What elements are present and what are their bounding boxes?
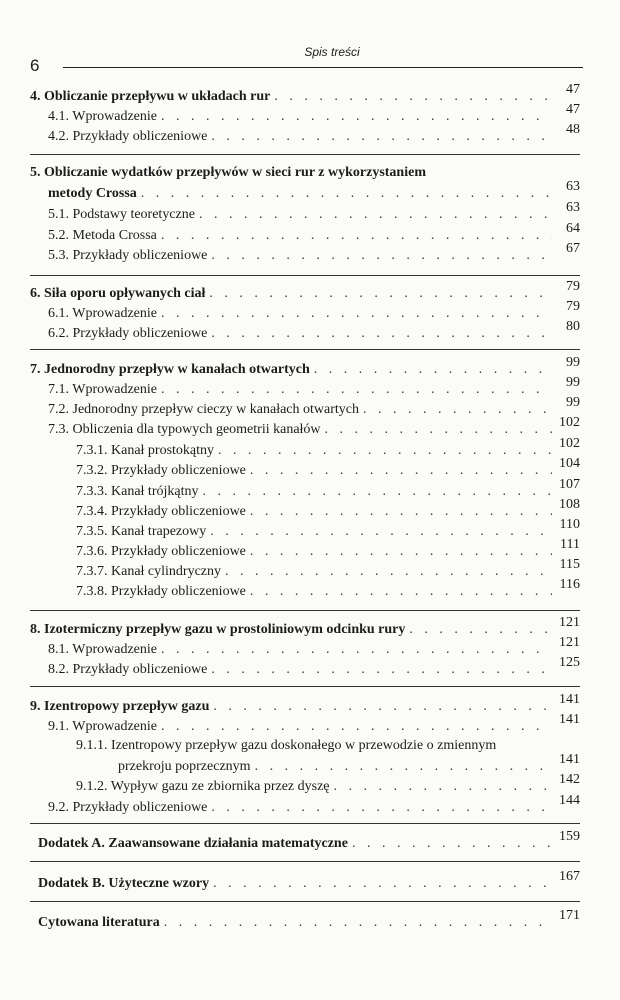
toc-entry-label: 5.1. Podstawy teoretyczne (48, 207, 195, 222)
toc-entry-9-1-1 (118, 752, 580, 776)
toc-entry-page: 110 (559, 517, 580, 532)
toc-entry-label: 7. Jednorodny przepływ w kanałach otwartych (30, 362, 310, 377)
toc-entry-label: 7.3.6. Przykłady obliczeniowe (76, 544, 246, 559)
dot-leader (209, 285, 552, 303)
section-divider (30, 901, 580, 902)
dot-leader (255, 758, 552, 776)
dot-leader (211, 247, 552, 265)
dot-leader (250, 583, 552, 601)
page-number: 6 (30, 56, 40, 75)
dot-leader (334, 778, 552, 796)
toc-entry-label: 7.3.7. Kanał cylindryczny (76, 564, 222, 579)
toc-entry-9-1-2 (76, 772, 580, 796)
toc-entry-appendix-b (38, 869, 580, 893)
toc-entry-chapter-9 (30, 692, 580, 716)
toc-entry-label: 7.3. Obliczenia dla typowych geometrii kanałów (48, 422, 321, 437)
toc-entry-6-1 (48, 299, 580, 323)
dot-leader (199, 206, 552, 224)
toc-entry-page: 171 (559, 908, 580, 923)
dot-leader (213, 698, 552, 716)
dot-leader (161, 305, 552, 323)
toc-entry-5-3 (48, 241, 580, 265)
dot-leader (161, 227, 552, 245)
toc-entry-4-1 (48, 102, 580, 126)
dot-leader (274, 88, 552, 106)
toc-entry-label: 9.1.2. Wypływ gazu ze zbiornika przez dyszę (76, 779, 330, 794)
toc-entry-label: 9. Izentropowy przepływ gazu (30, 699, 210, 714)
toc-chapter-5-title-line: 5. Obliczanie wydatków przepływów w sieci rur z wykorzystaniem (30, 165, 426, 180)
toc-entry-label: Dodatek B. Użyteczne wzory (38, 876, 210, 891)
dot-leader (141, 185, 552, 203)
toc-entry-page: 99 (566, 395, 580, 410)
toc-entry-label: 7.3.2. Przykłady obliczeniowe (76, 463, 246, 478)
toc-entry-7-3-7 (76, 557, 580, 581)
dot-leader (211, 128, 552, 146)
toc-entry-label: 7.3.8. Przykłady obliczeniowe (76, 584, 246, 599)
dot-leader (314, 361, 552, 379)
toc-entry-chapter-7 (30, 355, 580, 379)
toc-entry-7-2 (48, 395, 580, 419)
toc-entry-9-1 (48, 712, 580, 736)
toc-entry-page: 67 (566, 241, 580, 256)
toc-entry-5-2 (48, 221, 580, 245)
toc-entry-page: 80 (566, 319, 580, 334)
dot-leader (161, 718, 552, 736)
dot-leader (213, 875, 552, 893)
toc-entry-page: 48 (566, 122, 580, 137)
toc-entry-label: metody Crossa (48, 186, 137, 201)
toc-entry-7-3-5 (76, 517, 580, 541)
dot-leader (225, 563, 552, 581)
dot-leader (211, 799, 552, 817)
dot-leader (161, 641, 552, 659)
toc-entry-page: 116 (559, 577, 580, 592)
toc-entry-label: 8.1. Wprowadzenie (48, 642, 157, 657)
toc-entry-7-3-6 (76, 537, 580, 561)
section-divider (30, 154, 580, 155)
toc-entry-label: 5.3. Przykłady obliczeniowe (48, 248, 208, 263)
toc-entry-page: 47 (566, 82, 580, 97)
dot-leader (211, 661, 552, 679)
section-divider (30, 686, 580, 687)
section-divider (30, 349, 580, 350)
toc-entry-label: 7.2. Jednorodny przepływ cieczy w kanałach otwartych (48, 402, 359, 417)
toc-entry-label: Cytowana literatura (38, 915, 160, 930)
toc-entry-page: 121 (559, 635, 580, 650)
toc-entry-page: 79 (566, 299, 580, 314)
dot-leader (164, 914, 552, 932)
toc-entry-label: 9.1. Wprowadzenie (48, 719, 157, 734)
toc-entry-page: 141 (559, 752, 580, 767)
toc-entry-page: 159 (559, 829, 580, 844)
toc-entry-page: 64 (566, 221, 580, 236)
toc-entry-7-3 (48, 415, 580, 439)
dot-leader (202, 483, 552, 501)
toc-entry-page: 125 (559, 655, 580, 670)
toc-entry-page: 141 (559, 692, 580, 707)
dot-leader (250, 462, 552, 480)
dot-leader (161, 108, 552, 126)
toc-entry-label: 4. Obliczanie przepływu w układach rur (30, 89, 271, 104)
toc-entry-page: 144 (559, 793, 580, 808)
toc-entry-label: 8.2. Przykłady obliczeniowe (48, 662, 208, 677)
dot-leader (325, 421, 552, 439)
toc-entry-7-3-8 (76, 577, 580, 601)
toc-entry-7-3-1 (76, 436, 580, 460)
toc-entry-page: 121 (559, 615, 580, 630)
toc-entry-label: 7.1. Wprowadzenie (48, 382, 157, 397)
toc-entry-5-1 (48, 200, 580, 224)
section-divider (30, 610, 580, 611)
toc-entry-7-3-3 (76, 477, 580, 501)
running-title: Spis treści (304, 45, 360, 59)
dot-leader (409, 621, 552, 639)
toc-entry-6-2 (48, 319, 580, 343)
toc-entry-chapter-4 (30, 82, 580, 106)
toc-entry-page: 108 (559, 497, 580, 512)
toc-entry-label: 7.3.1. Kanał prostokątny (76, 443, 215, 458)
toc-entry-label: 8. Izotermiczny przepływ gazu w prostoliniowym odcinku rury (30, 622, 406, 637)
toc-entry-chapter-6 (30, 279, 580, 303)
toc-entry-page: 79 (566, 279, 580, 294)
toc-entry-7-3-4 (76, 497, 580, 521)
toc-entry-page: 63 (566, 200, 580, 215)
toc-entry-page: 107 (559, 477, 580, 492)
dot-leader (210, 523, 552, 541)
toc-entry-label: 9.2. Przykłady obliczeniowe (48, 800, 208, 815)
dot-leader (161, 381, 552, 399)
toc-entry-label: 4.1. Wprowadzenie (48, 109, 157, 124)
dot-leader (363, 401, 552, 419)
toc-entry-label: 7.3.5. Kanał trapezowy (76, 524, 207, 539)
toc-entry-label: 7.3.3. Kanał trójkątny (76, 484, 199, 499)
toc-entry-appendix-a (38, 829, 580, 853)
toc-entry-label: 6.2. Przykłady obliczeniowe (48, 326, 208, 341)
toc-entry-label: 6.1. Wprowadzenie (48, 306, 157, 321)
toc-entry-page: 47 (566, 102, 580, 117)
toc-entry-chapter-8 (30, 615, 580, 639)
toc-entry-8-1 (48, 635, 580, 659)
toc-entry-literature (38, 908, 580, 932)
toc-entry-page: 99 (566, 375, 580, 390)
dot-leader (211, 325, 552, 343)
toc-entry-page: 167 (559, 869, 580, 884)
dot-leader (352, 835, 552, 853)
dot-leader (250, 503, 552, 521)
toc-entry-page: 104 (559, 456, 580, 471)
toc-entry-page: 102 (559, 415, 580, 430)
toc-entry-page: 141 (559, 712, 580, 727)
toc-entry-page: 111 (560, 537, 580, 552)
toc-entry-label: 7.3.4. Przykłady obliczeniowe (76, 504, 246, 519)
toc-entry-label: Dodatek A. Zaawansowane działania matematyczne (38, 836, 348, 851)
toc-entry-label: 4.2. Przykłady obliczeniowe (48, 129, 208, 144)
toc-entry-label: przekroju poprzecznym (118, 759, 251, 774)
toc-entry-chapter-5 (48, 179, 580, 203)
toc-entry-page: 115 (559, 557, 580, 572)
toc-9-1-1-title-line: 9.1.1. Izentropowy przepływ gazu doskonałego w przewodzie o zmiennym (76, 738, 497, 753)
toc-entry-7-1 (48, 375, 580, 399)
toc-entry-label: 5.2. Metoda Crossa (48, 228, 157, 243)
toc-entry-page: 99 (566, 355, 580, 370)
dot-leader (250, 543, 552, 561)
toc-entry-page: 102 (559, 436, 580, 451)
section-divider (30, 823, 580, 824)
toc-entry-4-2 (48, 122, 580, 146)
toc-entry-label: 6. Siła oporu opływanych ciał (30, 286, 206, 301)
toc-entry-8-2 (48, 655, 580, 679)
dot-leader (218, 442, 552, 460)
toc-entry-7-3-2 (76, 456, 580, 480)
toc-entry-9-2 (48, 793, 580, 817)
section-divider (30, 861, 580, 862)
toc-entry-page: 142 (559, 772, 580, 787)
section-divider (30, 275, 580, 276)
toc-entry-page: 63 (566, 179, 580, 194)
